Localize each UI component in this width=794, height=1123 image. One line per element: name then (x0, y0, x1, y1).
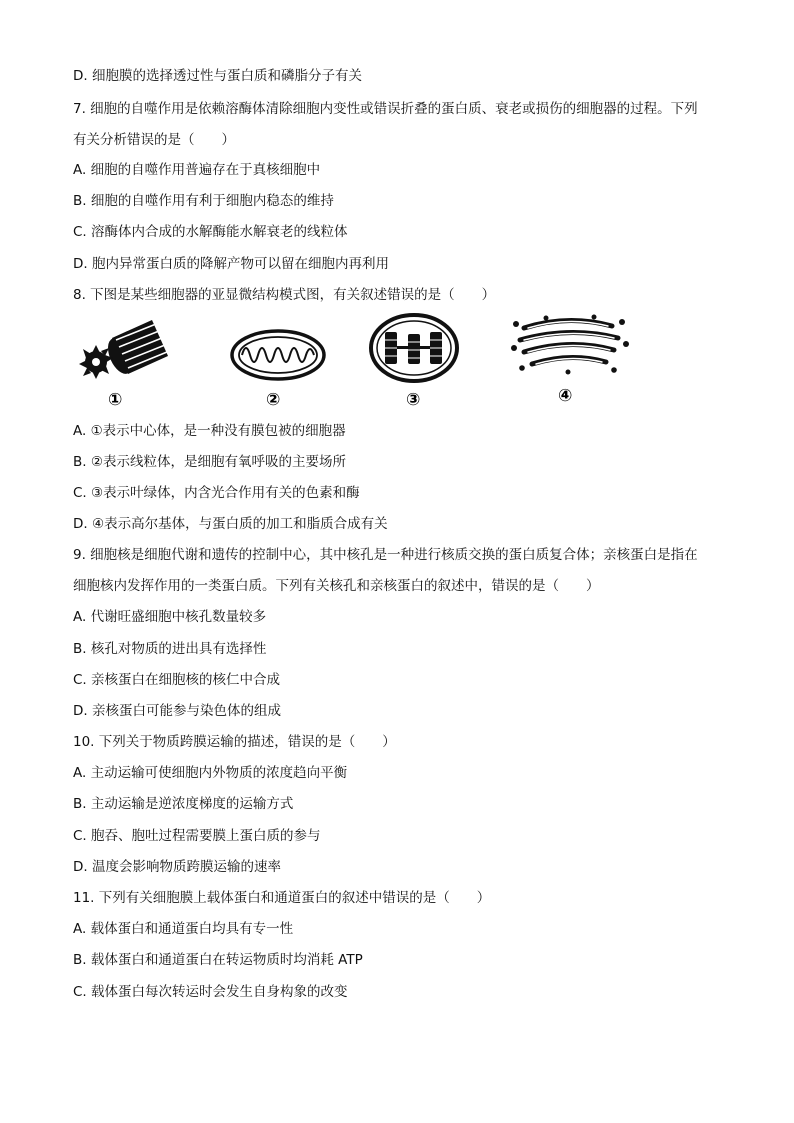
q7-option-d: D. 胞内异常蛋白质的降解产物可以留在细胞内再利用 (73, 256, 389, 272)
q10-option-a: A. 主动运输可使细胞内外物质的浓度趋向平衡 (73, 765, 348, 781)
q8-stem: 8. 下图是某些细胞器的亚显微结构模式图，有关叙述错误的是（ ） (73, 287, 496, 303)
q10-stem: 10. 下列关于物质跨膜运输的描述，错误的是（ ） (73, 734, 396, 750)
q9-option-d: D. 亲核蛋白可能参与染色体的组成 (73, 703, 281, 719)
q9-option-b: B. 核孔对物质的进出具有选择性 (73, 641, 267, 657)
figure-label-2: ② (266, 390, 281, 410)
q10-option-c: C. 胞吞、胞吐过程需要膜上蛋白质的参与 (73, 828, 321, 844)
q7-stem-line1: 7. 细胞的自噬作用是依赖溶酶体清除细胞内变性或错误折叠的蛋白质、衰老或损伤的细胞器的过程。下列 (73, 101, 698, 117)
q11-option-c: C. 载体蛋白每次转运时会发生自身构象的改变 (73, 984, 348, 1000)
q11-stem: 11. 下列有关细胞膜上载体蛋白和通道蛋白的叙述中错误的是（ ） (73, 890, 491, 906)
figure-label-4: ④ (558, 386, 573, 406)
q11-option-a: A. 载体蛋白和通道蛋白均具有专一性 (73, 921, 294, 937)
figure-label-1: ① (108, 390, 123, 410)
chloroplast-diagram (368, 312, 460, 384)
q9-stem-line1: 9. 细胞核是细胞代谢和遗传的控制中心，其中核孔是一种进行核质交换的蛋白质复合体；亲核蛋白是指在 (73, 547, 698, 563)
organelle-figure (60, 310, 660, 415)
centriole-diagram (74, 318, 174, 388)
q10-option-d: D. 温度会影响物质跨膜运输的速率 (73, 859, 281, 875)
q9-option-c: C. 亲核蛋白在细胞核的核仁中合成 (73, 672, 281, 688)
q7-option-a: A. 细胞的自噬作用普遍存在于真核细胞中 (73, 162, 321, 178)
q7-option-b: B. 细胞的自噬作用有利于细胞内稳态的维持 (73, 193, 334, 209)
q8-option-d: D. ④表示高尔基体，与蛋白质的加工和脂质合成有关 (73, 516, 388, 532)
q8-option-c: C. ③表示叶绿体，内含光合作用有关的色素和酶 (73, 485, 360, 501)
q8-option-a: A. ①表示中心体，是一种没有膜包被的细胞器 (73, 423, 346, 439)
mitochondrion-diagram (228, 326, 328, 384)
golgi-diagram (510, 314, 630, 376)
q11-option-b: B. 载体蛋白和通道蛋白在转运物质时均消耗 ATP (73, 952, 363, 968)
q8-option-b: B. ②表示线粒体，是细胞有氧呼吸的主要场所 (73, 454, 346, 470)
q9-option-a: A. 代谢旺盛细胞中核孔数量较多 (73, 609, 267, 625)
q9-stem-line2: 细胞核内发挥作用的一类蛋白质。下列有关核孔和亲核蛋白的叙述中，错误的是（ ） (73, 578, 600, 594)
q10-option-b: B. 主动运输是逆浓度梯度的运输方式 (73, 796, 294, 812)
q6-option-d: D. 细胞膜的选择透过性与蛋白质和磷脂分子有关 (73, 68, 362, 84)
q7-option-c: C. 溶酶体内合成的水解酶能水解衰老的线粒体 (73, 224, 348, 240)
figure-label-3: ③ (406, 390, 421, 410)
q7-stem-line2: 有关分析错误的是（ ） (73, 132, 235, 148)
